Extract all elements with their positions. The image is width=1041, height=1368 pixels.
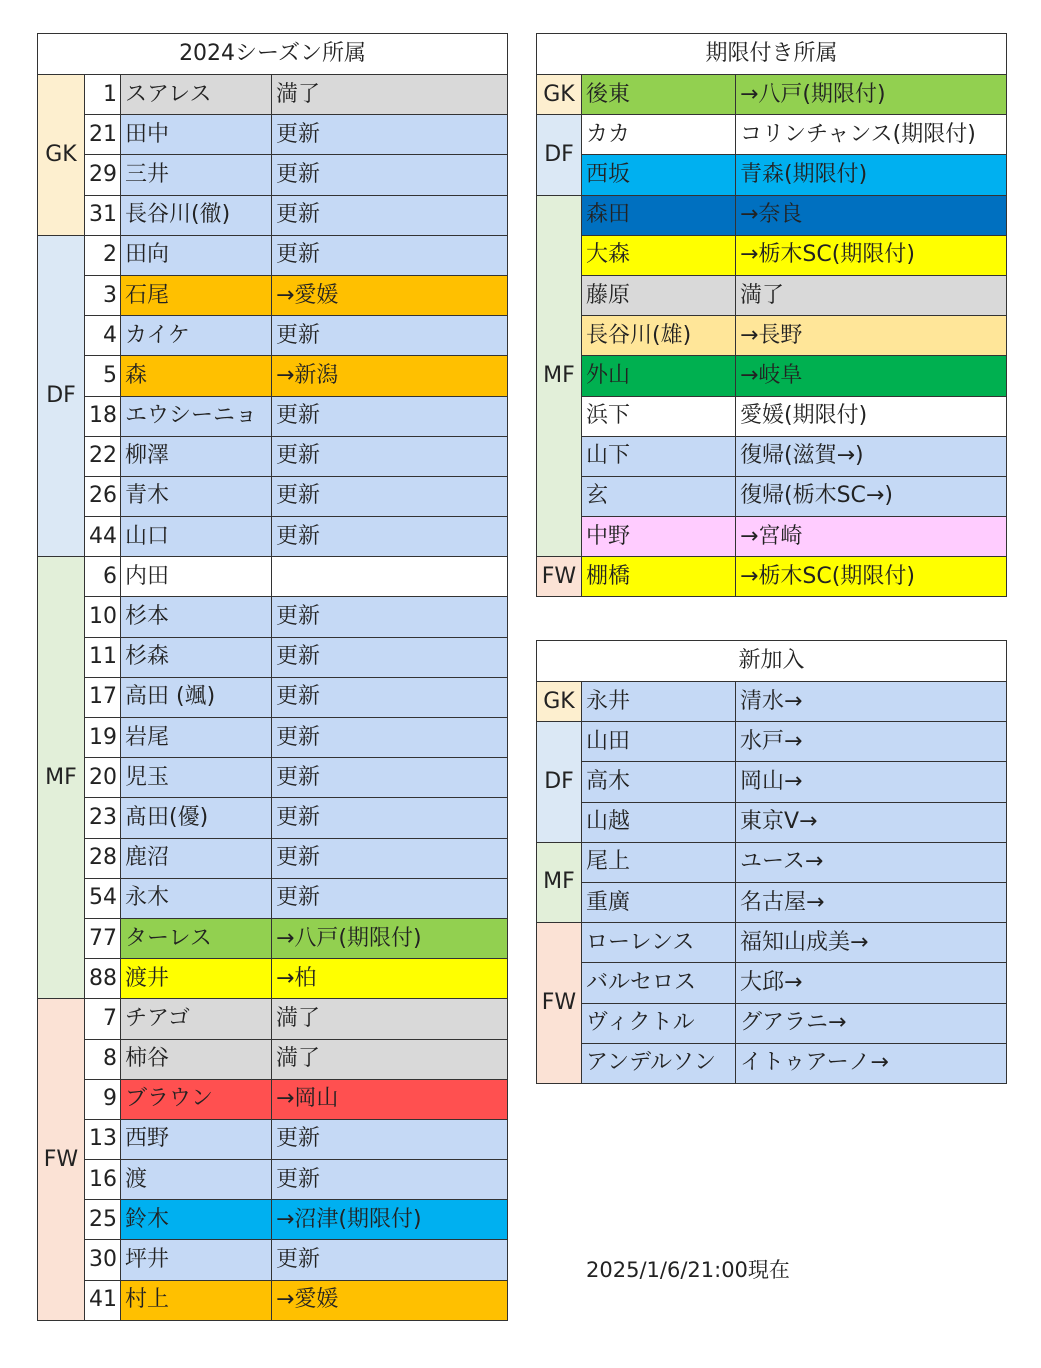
player-name: 大森 [582, 235, 736, 275]
player-status: 更新 [272, 637, 508, 677]
number-cell: 9 [85, 1079, 121, 1119]
position-cell: FW [38, 999, 85, 1321]
number-cell: 13 [85, 1119, 121, 1159]
table-row [38, 155, 508, 195]
player-name: 石尾 [121, 275, 272, 315]
table-row [537, 275, 1007, 315]
table-row [537, 1043, 1007, 1083]
player-name: 児玉 [121, 758, 272, 798]
table-row [38, 1119, 508, 1159]
player-status: 更新 [272, 1240, 508, 1280]
number-cell: 3 [85, 275, 121, 315]
table-row [38, 1280, 508, 1320]
table-row [38, 838, 508, 878]
player-name: 永木 [121, 878, 272, 918]
table-row [38, 316, 508, 356]
table-row [537, 356, 1007, 396]
table-row [537, 115, 1007, 155]
player-name: 岩尾 [121, 718, 272, 758]
player-status: 水戸→ [736, 722, 1007, 762]
number-cell: 4 [85, 316, 121, 356]
table-row [38, 1200, 508, 1240]
table-row [537, 802, 1007, 842]
table-row [38, 396, 508, 436]
table-row [38, 999, 508, 1039]
position-cell: DF [537, 722, 582, 843]
player-name: 鹿沼 [121, 838, 272, 878]
table-row [38, 275, 508, 315]
player-name: 山田 [582, 722, 736, 762]
table-row [537, 436, 1007, 476]
table-row [537, 762, 1007, 802]
player-name: 田向 [121, 235, 272, 275]
loan-table [536, 33, 1007, 597]
table-row [38, 718, 508, 758]
table-row [38, 75, 508, 115]
number-cell: 20 [85, 758, 121, 798]
player-name: 藤原 [582, 275, 736, 315]
table-title: 2024シーズン所属 [38, 34, 508, 75]
player-status: 清水→ [736, 682, 1007, 722]
player-status: 更新 [272, 798, 508, 838]
player-status: →栃木SC(期限付) [736, 557, 1007, 597]
table-row [537, 517, 1007, 557]
position-cell: DF [537, 115, 582, 195]
player-status: 更新 [272, 597, 508, 637]
player-name: エウシーニョ [121, 396, 272, 436]
number-cell: 21 [85, 115, 121, 155]
player-name: 柿谷 [121, 1039, 272, 1079]
number-cell: 2 [85, 235, 121, 275]
player-name: ローレンス [582, 923, 736, 963]
table-row [38, 356, 508, 396]
player-status: 更新 [272, 155, 508, 195]
position-cell: FW [537, 557, 582, 597]
player-name: 三井 [121, 155, 272, 195]
number-cell: 11 [85, 637, 121, 677]
table-row [38, 798, 508, 838]
player-name: ブラウン [121, 1079, 272, 1119]
number-cell: 31 [85, 195, 121, 235]
table-row [537, 235, 1007, 275]
season-2024-table [37, 33, 508, 1321]
player-status: 更新 [272, 115, 508, 155]
player-name: 柳澤 [121, 436, 272, 476]
position-cell: GK [537, 682, 582, 722]
player-status [272, 557, 508, 597]
player-status: イトゥアーノ→ [736, 1043, 1007, 1083]
player-name: 内田 [121, 557, 272, 597]
table-row [38, 115, 508, 155]
number-cell: 28 [85, 838, 121, 878]
player-name: 西野 [121, 1119, 272, 1159]
player-status: 満了 [272, 999, 508, 1039]
player-status: →栃木SC(期限付) [736, 235, 1007, 275]
player-name: 杉森 [121, 637, 272, 677]
player-status: 名古屋→ [736, 882, 1007, 922]
timestamp: 2025/1/6/21:00現在 [586, 1258, 790, 1282]
number-cell: 25 [85, 1200, 121, 1240]
player-status: 大邱→ [736, 963, 1007, 1003]
player-status: →岡山 [272, 1079, 508, 1119]
table-row [537, 396, 1007, 436]
number-cell: 1 [85, 75, 121, 115]
table-row [38, 1039, 508, 1079]
number-cell: 8 [85, 1039, 121, 1079]
table-row [537, 882, 1007, 922]
player-status: 復帰(栃木SC→) [736, 476, 1007, 516]
player-status: 更新 [272, 1119, 508, 1159]
number-cell: 19 [85, 718, 121, 758]
player-status: 更新 [272, 718, 508, 758]
number-cell: 88 [85, 959, 121, 999]
number-cell: 30 [85, 1240, 121, 1280]
table-row [537, 195, 1007, 235]
table-row [537, 963, 1007, 1003]
table-row [38, 1160, 508, 1200]
player-status: →沼津(期限付) [272, 1200, 508, 1240]
player-name: 渡 [121, 1160, 272, 1200]
player-status: 更新 [272, 316, 508, 356]
player-name: 永井 [582, 682, 736, 722]
player-name: 玄 [582, 476, 736, 516]
table-row [38, 476, 508, 516]
table-row [38, 1079, 508, 1119]
table-row [38, 517, 508, 557]
player-status: ユース→ [736, 842, 1007, 882]
player-status: 更新 [272, 235, 508, 275]
player-name: 外山 [582, 356, 736, 396]
table-row [537, 722, 1007, 762]
table-row [38, 235, 508, 275]
position-cell: MF [537, 842, 582, 922]
player-status: →宮崎 [736, 517, 1007, 557]
number-cell: 17 [85, 677, 121, 717]
player-status: コリンチャンス(期限付) [736, 115, 1007, 155]
player-status: 更新 [272, 195, 508, 235]
table-row [537, 75, 1007, 115]
table-row [38, 677, 508, 717]
player-name: 髙田(優) [121, 798, 272, 838]
table-row [38, 557, 508, 597]
table-row [38, 637, 508, 677]
player-status: 愛媛(期限付) [736, 396, 1007, 436]
position-cell: GK [38, 75, 85, 236]
number-cell: 26 [85, 476, 121, 516]
player-status: グアラニ→ [736, 1003, 1007, 1043]
player-name: 長谷川(雄) [582, 316, 736, 356]
player-status: 更新 [272, 476, 508, 516]
table-title: 新加入 [537, 641, 1007, 682]
player-status: →八戸(期限付) [736, 75, 1007, 115]
player-status: 更新 [272, 396, 508, 436]
player-name: 後東 [582, 75, 736, 115]
table-row [38, 878, 508, 918]
player-name: 浜下 [582, 396, 736, 436]
position-cell: FW [537, 923, 582, 1084]
number-cell: 23 [85, 798, 121, 838]
table-row [537, 557, 1007, 597]
player-status: →愛媛 [272, 1280, 508, 1320]
player-name: 尾上 [582, 842, 736, 882]
player-name: カカ [582, 115, 736, 155]
player-name: 棚橋 [582, 557, 736, 597]
player-name: カイケ [121, 316, 272, 356]
player-name: 杉本 [121, 597, 272, 637]
table-row [38, 758, 508, 798]
table-row [537, 1003, 1007, 1043]
player-status: 更新 [272, 677, 508, 717]
player-status: →長野 [736, 316, 1007, 356]
position-cell: MF [38, 557, 85, 999]
player-status: 更新 [272, 758, 508, 798]
player-status: 更新 [272, 517, 508, 557]
player-name: アンデルソン [582, 1043, 736, 1083]
player-name: 山越 [582, 802, 736, 842]
table-row [38, 1240, 508, 1280]
player-name: 森田 [582, 195, 736, 235]
table-row [38, 959, 508, 999]
player-name: スアレス [121, 75, 272, 115]
player-status: 満了 [272, 75, 508, 115]
number-cell: 5 [85, 356, 121, 396]
player-name: 青木 [121, 476, 272, 516]
player-status: 満了 [736, 275, 1007, 315]
player-status: →新潟 [272, 356, 508, 396]
table-row [537, 316, 1007, 356]
number-cell: 44 [85, 517, 121, 557]
player-name: 山口 [121, 517, 272, 557]
table-row [537, 842, 1007, 882]
number-cell: 7 [85, 999, 121, 1039]
player-name: 西坂 [582, 155, 736, 195]
player-name: ターレス [121, 918, 272, 958]
table-row [38, 195, 508, 235]
player-name: バルセロス [582, 963, 736, 1003]
player-status: 更新 [272, 436, 508, 476]
table-row [38, 918, 508, 958]
new-joins-table [536, 640, 1007, 1084]
player-status: 更新 [272, 838, 508, 878]
player-name: 森 [121, 356, 272, 396]
table-row [537, 682, 1007, 722]
player-status: 更新 [272, 878, 508, 918]
player-status: →岐阜 [736, 356, 1007, 396]
player-name: 坪井 [121, 1240, 272, 1280]
table-row [38, 436, 508, 476]
player-status: 更新 [272, 1160, 508, 1200]
player-name: 高田 (颯) [121, 677, 272, 717]
player-status: 青森(期限付) [736, 155, 1007, 195]
player-name: 高木 [582, 762, 736, 802]
position-cell: GK [537, 75, 582, 115]
player-name: 長谷川(徹) [121, 195, 272, 235]
player-name: 渡井 [121, 959, 272, 999]
player-name: 中野 [582, 517, 736, 557]
number-cell: 16 [85, 1160, 121, 1200]
table-row [537, 923, 1007, 963]
table-row [537, 155, 1007, 195]
player-status: 福知山成美→ [736, 923, 1007, 963]
number-cell: 22 [85, 436, 121, 476]
table-title: 期限付き所属 [537, 34, 1007, 75]
number-cell: 77 [85, 918, 121, 958]
player-name: 重廣 [582, 882, 736, 922]
player-status: 復帰(滋賀→) [736, 436, 1007, 476]
player-name: 田中 [121, 115, 272, 155]
number-cell: 29 [85, 155, 121, 195]
number-cell: 18 [85, 396, 121, 436]
player-status: 東京V→ [736, 802, 1007, 842]
player-name: ヴィクトル [582, 1003, 736, 1043]
number-cell: 6 [85, 557, 121, 597]
number-cell: 54 [85, 878, 121, 918]
player-status: →柏 [272, 959, 508, 999]
number-cell: 10 [85, 597, 121, 637]
player-name: 鈴木 [121, 1200, 272, 1240]
player-status: →八戸(期限付) [272, 918, 508, 958]
position-cell: DF [38, 235, 85, 557]
player-name: 山下 [582, 436, 736, 476]
player-name: 村上 [121, 1280, 272, 1320]
number-cell: 41 [85, 1280, 121, 1320]
player-status: →奈良 [736, 195, 1007, 235]
player-status: 岡山→ [736, 762, 1007, 802]
player-status: 満了 [272, 1039, 508, 1079]
player-name: チアゴ [121, 999, 272, 1039]
position-cell: MF [537, 195, 582, 557]
table-row [38, 597, 508, 637]
player-status: →愛媛 [272, 275, 508, 315]
table-row [537, 476, 1007, 516]
